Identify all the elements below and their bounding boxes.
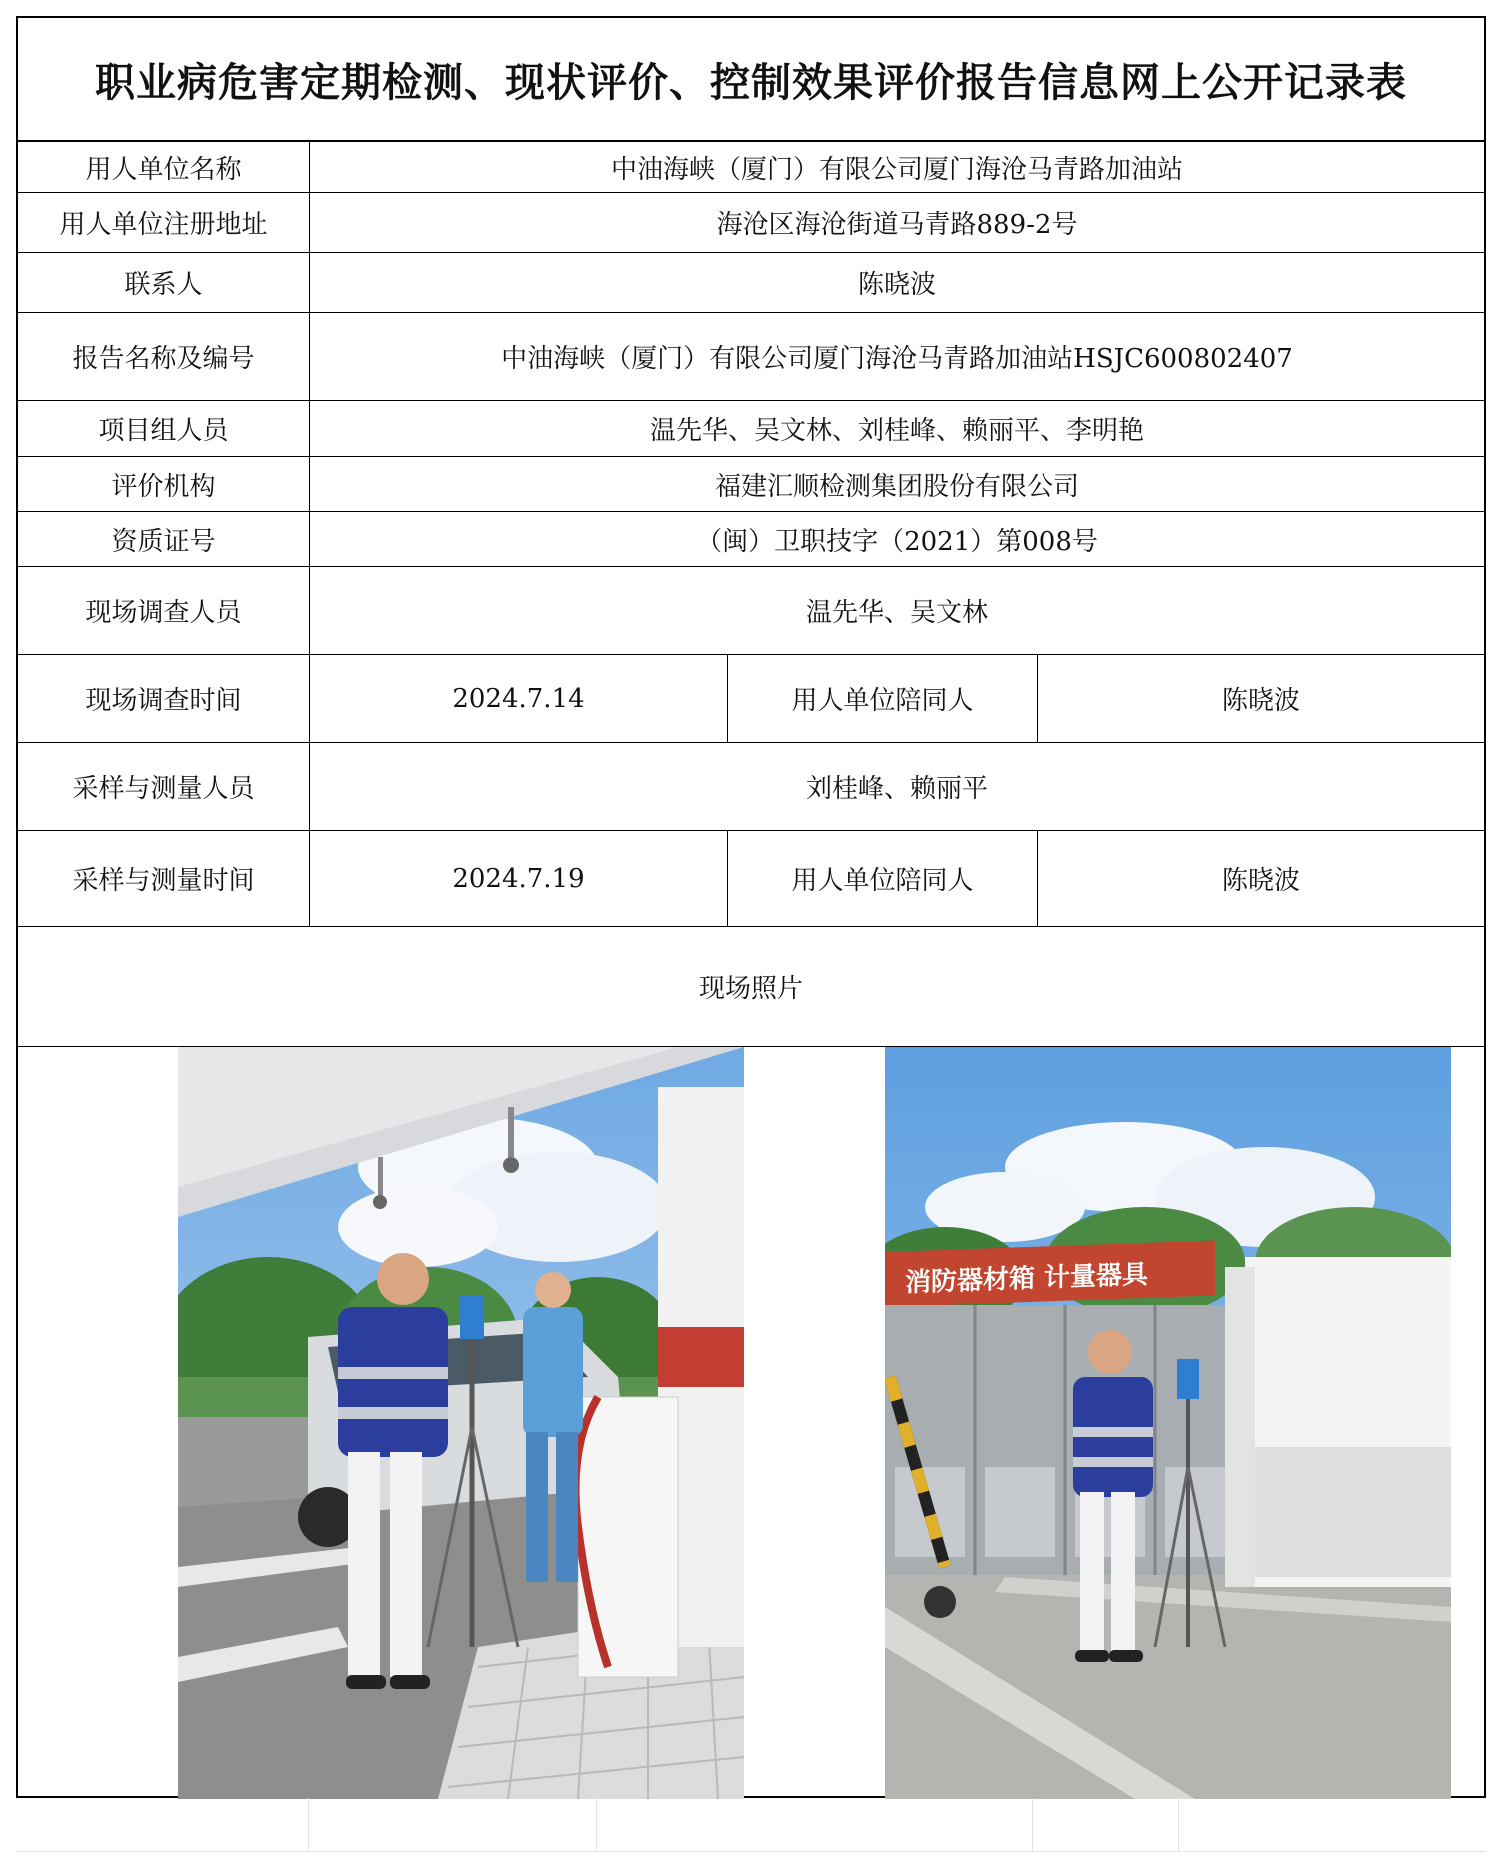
agency-value: 福建汇顺检测集团股份有限公司 xyxy=(714,471,1079,502)
team-value: 温先华、吴文林、刘桂峰、赖丽平、李明艳 xyxy=(649,416,1144,446)
page-title: 职业病危害定期检测、现状评价、控制效果评价报告信息网上公开记录表 xyxy=(18,18,1484,142)
row-team xyxy=(18,401,1484,457)
record-table xyxy=(16,16,1486,1798)
site-photo-1-image xyxy=(178,1047,744,1799)
site-photo-1 xyxy=(178,1047,744,1799)
row-license xyxy=(18,512,1484,567)
report-value: 中油海峡（厦门）有限公司厦门海沧马青路加油站HSJC600802407 xyxy=(501,344,1293,374)
row-photos-header xyxy=(18,927,1484,1047)
contact-value: 陈晓波 xyxy=(857,270,936,300)
agency-label: 评价机构 xyxy=(18,457,310,511)
survey-accompany-value: 陈晓波 xyxy=(1221,686,1300,716)
sampling-accompany-value: 陈晓波 xyxy=(1221,866,1300,896)
site-photo-2 xyxy=(885,1047,1451,1799)
sampling-staff-value: 刘桂峰、赖丽平 xyxy=(805,774,988,804)
sampling-accompany-label: 用人单位陪同人 xyxy=(728,831,1038,926)
employer-name-value: 中油海峡（厦门）有限公司厦门海沧马青路加油站 xyxy=(610,154,1183,185)
survey-staff-label: 现场调查人员 xyxy=(18,567,310,654)
license-value: （闽）卫职技字（2021）第008号 xyxy=(696,526,1098,557)
row-report xyxy=(18,313,1484,401)
row-contact xyxy=(18,253,1484,313)
employer-name-label: 用人单位名称 xyxy=(18,142,310,192)
page-footer-grid xyxy=(16,1798,1486,1852)
row-sampling-time xyxy=(18,831,1484,927)
site-photo-2-image xyxy=(885,1047,1451,1799)
survey-time-value: 2024.7.14 xyxy=(310,655,728,742)
photos-header: 现场照片 xyxy=(698,974,803,1004)
survey-staff-value: 温先华、吴文林 xyxy=(805,598,988,628)
photos-area xyxy=(18,1047,1484,1796)
row-agency xyxy=(18,457,1484,512)
survey-time-label: 现场调查时间 xyxy=(18,655,310,742)
contact-label: 联系人 xyxy=(18,253,310,312)
employer-address-label: 用人单位注册地址 xyxy=(18,193,310,252)
employer-address-value: 海沧区海沧街道马青路889-2号 xyxy=(716,210,1078,240)
row-sampling-staff xyxy=(18,743,1484,831)
sampling-time-label: 采样与测量时间 xyxy=(18,831,310,926)
row-survey-staff xyxy=(18,567,1484,655)
license-label: 资质证号 xyxy=(18,512,310,566)
team-label: 项目组人员 xyxy=(18,401,310,456)
survey-accompany-label: 用人单位陪同人 xyxy=(728,655,1038,742)
sampling-time-value: 2024.7.19 xyxy=(310,831,728,926)
row-employer-address xyxy=(18,193,1484,253)
row-employer-name xyxy=(18,142,1484,193)
cabinet-sign: 消防器材箱 计量器具 xyxy=(905,1259,1148,1299)
sampling-staff-label: 采样与测量人员 xyxy=(18,743,310,830)
row-survey-time xyxy=(18,655,1484,743)
report-label: 报告名称及编号 xyxy=(18,313,310,400)
